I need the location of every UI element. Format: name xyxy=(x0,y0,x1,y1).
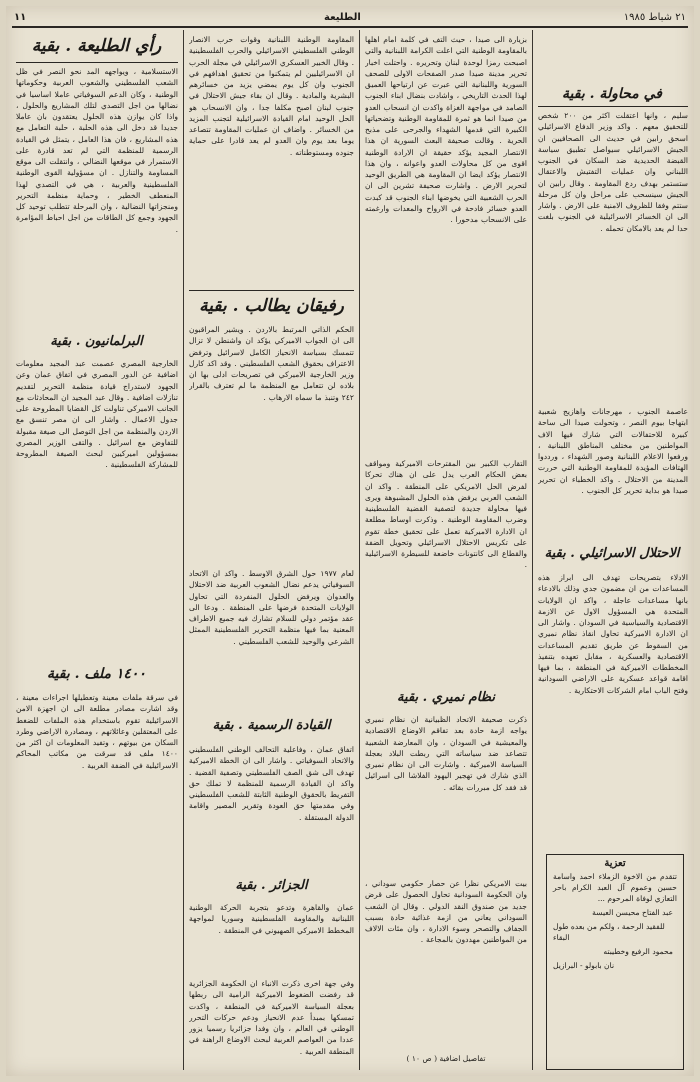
header-rule xyxy=(12,26,688,28)
article-algeria: وفي جهة اخرى ذكرت الانباء ان الحكومة الجزائرية قد رفضت الضغوط الاميركية الرامية الى ربطها بعجلة السياسة الاميركية في المنطقة ، واكدت تمسكها بمبدأ عدم الانحياز ودعم حركات التحرر الوطني في العالم ، وان وفدا جزائريا رسميا يزور عددا من العواصم العربية لبحث الاوضاع الراهنة في المنطقة العربية . xyxy=(189,979,354,1056)
section-rule xyxy=(189,290,354,291)
masthead-bar xyxy=(6,8,694,26)
headline-attempt: في محاولة . بقية xyxy=(562,86,662,102)
article-attempt: سليم ، وانها اعتقلت اكثر من ٢٠٠ شخص للتحقيق معهم . واكد وزير الدفاع الاسرائيلي اسحق رابين في حديث الى الصحافيين ان الجيش الاسرائيلي سيواصل تطبيق سياسة القبضة الحديدية ضد السكان في الجنوب اللبناني وان عمليات التفتيش والاعتقال ستستمر بهدف ردع المقاومة . وقال رابين ان الجيش سينسحب على مراحل وان كل مرحلة ستتم وفقا للظروف الامنية على الارض . واشار الى ان الخسائر الاسرائيلية في الجنوب بلغت حدا لم يعد بالامكان تحمله . xyxy=(538,111,688,233)
headline-liberation: الاحتلال الاسرائيلي . بقية xyxy=(544,546,680,561)
condolence-line: نان بابولو - البرازيل xyxy=(553,961,615,970)
article-proposals: التقارب الكبير بين المقترحات الاميركية ومواقف بعض الحكام العرب يدل على ان هناك تحركا لفرض الحل الامريكي على المنطقة . واكد ان الشعب العربي يرفض هذه الحلول المشبوهة ويرى فيها محاولة جديدة لتصفية القضية الفلسطينية وضرب المقاومة الوطنية . وذكرت اوساط مطلعة ان الادارة الاميركية تعمل على تحقيق خطة تقوم على تكريس الاحتلال الاسرائيلي وتحويل الضفة والقطاع الى كانتونات خاضعة للسيطرة الاسرائيلية . xyxy=(365,459,527,570)
article-egypt: الخارجية المصري عصمت عبد المجيد معلومات اضافية عن الدور المصري في اتفاق عمان وعن الجهود لاستدراج قيادة منظمة التحرير لتقديم تنازلات اضافية . وقال عبد المجيد ان المحادثات مع الجانب الاميركي تناولت كل القضايا المطروحة على جدول الاعمال . واشار الى ان مصر تنسق مع الاردن والمنظمة من اجل التوصل الى صيغة مقبولة للتفاوض مع اسرائيل . والتقى الوزير المصري بمسؤولين اميركيين لبحث الصيغة المطروحة للمشاركة الفلسطينية . xyxy=(16,359,178,470)
condolence-title: تعزية xyxy=(604,858,626,869)
article-sudan: بيت الامريكي نظرا عن حصار حكومي سوداني ، وان الحكومة السودانية تحاول الحصول على قرض جديد من صندوق النقد الدولي . وقال ان الشعب السوداني يعاني من ازمة غذائية حادة بسبب الجفاف والتصحر وسوء الادارة ، وان مئات الالاف من المواطنين مهددون بالمجاعة . xyxy=(365,879,527,945)
article-south: عاصمة الجنوب ، مهرجانات واهازيج شعبية ابتهاجا بيوم النصر ، وتحولت صيدا الى ساحة كبيرة للاحتفالات التي شارك فيها الاف المواطنين من مختلف المناطق اللبنانية ، ورفعوا الاعلام اللبنانية وصور الشهداء ، ورددوا الهتافات المؤيدة للمقاومة الوطنية التي حررت المدينة من الاحتلال . واكد الخطباء ان تحرير صيدا هو بداية تحرير كل الجنوب . xyxy=(538,407,688,495)
newspaper-page xyxy=(6,6,694,1076)
article-soviet: لعام ١٩٧٧ حول الشرق الاوسط . واكد ان الاتحاد السوفياتي يدعم نضال الشعوب العربية ضد الاحتلال والعدوان ويرفض الحلول المنفردة التي تحاول الولايات المتحدة فرضها على المنطقة . ودعا الى عقد مؤتمر دولي للسلام تشارك فيه جميع الاطراف المعنية بما فيها منظمة التحرير الفلسطينية الممثل الشرعي والوحيد للشعب الفلسطيني . xyxy=(189,569,354,646)
article-liberation: الادلاء بتصريحات تهدف الى ابراز هذه المساعدات من ان مضمون جدي وذلك بالادعاء بانها مساعدات عاجلة ، واكد ان الولايات المتحدة هي المسؤول الاول عن الازمة الاقتصادية والسياسية في السودان . واشار الى ان الادارة الاميركية تحاول انقاذ نظام نميري من السقوط عن طريق تقديم المساعدات الاقتصادية والعسكرية ، مقابل تعهده بتنفيذ المخططات الاميركية في المنطقة ، بما فيها اقامة قواعد عسكرية على الاراضي السودانية وفتح الباب امام الشركات الاحتكارية . xyxy=(538,573,688,695)
headline-rule xyxy=(16,62,178,63)
headline-editorial: رأي الطليعة . بقية xyxy=(31,36,162,56)
condolence-body: تتقدم من الاخوة الزملاء احمد واسامة حسين وعموم آل العبد الكرام باحر التعازي لوفاة المرحوم ... xyxy=(553,872,677,903)
masthead-title: الطليعة xyxy=(324,12,361,23)
condolence-box xyxy=(546,854,684,1070)
headline-rule xyxy=(538,106,688,107)
article-south-continued: بزيارة الى صيدا ، حيث التف في كلمة امام اهلها بالمقاومة الوطنية التي اعلت الكرامة اللبنانية والتي اصبحت رمزا لوحدة لبنان وتحريره . واحتلت اخبار تحرير مدينة صيدا صدر الصفحات الاولى للصحف السورية واللبنانية التي عبرت عن ارتياحها العميق لهذا الحدث التاريخي ، واشادت بنضال ابناء الجنوب الصامد في مواجهة الغزاة واكدت ان انسحاب العدو من صيدا انما هو ثمرة للمقاومة الوطنية وتضحياتها الكبيرة التي قدمها الشهداء والجرحى على مذبح الحرية . وقالت صحيفة البعث السورية ان هذا الانتصار المجيد يؤكد حقيقة ان الارادة الوطنية اقوى من كل محاولات العدو واعوانه ، وان هذا الانتصار يؤكد ايضا ان المقاومة هي الطريق الوحيد لتحرير الارض . واشارت صحيفة تشرين الى ان الحرب الشعبية التي يخوضها ابناء الجنوب قد كبدت العدو خسائر فادحة في الارواح والمعدات وارغمته على الانسحاب مدحورا . xyxy=(365,35,527,224)
headline-comrades: رفيقان يطالب . بقية xyxy=(199,296,344,316)
continued-note: تفاصيل اضافية ( ص ١٠ ) xyxy=(406,1054,486,1063)
condolence-signature: عبد الفتاح محيسن العيسة xyxy=(592,908,673,917)
article-nimeiri: ذكرت صحيفة الاتحاد الظبيانية ان نظام نميري يواجه ازمة حادة بعد تفاقم الاوضاع الاقتصادية والمعيشية في السودان ، وان المعارضة الشعبية تتصاعد ضد سياساته التي ربطت البلاد بعجلة السياسة الاميركية . واشارت الى ان نظام نميري الذي شارك في تهجير اليهود الفلاشا الى اسرائيل قد فقد كل مبررات بقائه . xyxy=(365,715,527,792)
issue-date: ٢١ شباط ١٩٨٥ xyxy=(623,12,686,23)
article-algeria-intro: عمان والقاهرة وتدعو بتجربة الحركة الوطنية اللبنانية والمقاومة الفلسطينية وسوريا لمواجهة المخطط الاميركي الصهيوني في المنطقة . xyxy=(189,903,354,935)
page-number: ١١ xyxy=(14,12,27,23)
article-editorial: الاستسلامية ، ويواجهه المد نحو النصر في ظل الشعب الفلسطيني والشعوب العربية وحكوماتها الوطنية ، وكان الدعم السوفياتي عاملا اساسيا في نضالها من اجل التصدي لتلك المشاريع والحلول ، واذا كان يوازن هذه الحلول يعتقدون بان عاملا جديدا قد دخل الى هذه الحلبة ، حلبة التعامل مع هذه المشاريع ، فان هذا العامل ، يتمثل في القيادة الرسمية للمنظمة التي لم تعد قادرة على الاستمرار في موقعها النضالي ، وانتقلت الى موقع المساومة والتنازل . ان مسؤولية القوى الوطنية الفلسطينية والعربية ، هي في التصدي لهذا المنعطف الخطير ، وحماية منظمة التحرير ومنجزاتها النضالية ، وان المرحلة تتطلب توحيد كل الجهود وجمع كل الطاقات من اجل احباط المؤامرة . xyxy=(16,67,178,234)
headline-nimeiri: نظام نميري . بقية xyxy=(397,690,495,705)
article-comrades: الحكم الذاتي المرتبط بالاردن . ويشير المراقبون الى ان الجواب الاميركي يؤكد ان واشنطن لا تزال تتمسك بسياسة الانحياز الكامل لاسرائيل وترفض الاعتراف بحقوق الشعب الفلسطيني . وقد اكد كارل وزير الخارجية الاميركي في تصريحات ادلى بها ان بلاده لن تتعامل مع المنظمة ما لم تعترف بالقرار ٢٤٢ وتنبذ ما سماه الارهاب . xyxy=(189,325,354,402)
article-files: في سرقة ملفات معينة وتعطيلها اجراءات معينة ، وقد اشارت مصادر مطلعة الى ان اجهزة الامن الاسرائيلية تقوم باستخدام هذه الملفات للضغط على المعتقلين وعائلاتهم ، ومصادرة الاراضي وطرد السكان من بيوتهم ، وتفيد المعلومات ان اكثر من ١٤٠٠ ملف قد سرقت من مكاتب المحاكم الاسرائيلية في الضفة الغربية . xyxy=(16,693,178,770)
article-leadership: اتفاق عمان ، وفاعلية التحالف الوطني الفلسطيني والاتحاد السوفياتي . واشار الى ان الخطة الاميركية تهدف الى شق الصف الفلسطيني وتصفية القضية . واكد ان القيادة الرسمية للمنظمة لا تملك حق التفريط بالحقوق الوطنية الثابتة للشعب الفلسطيني وفي مقدمتها حق العودة وتقرير المصير واقامة الدولة المستقلة . xyxy=(189,745,354,822)
headline-files: ١٤٠٠ ملف . بقية xyxy=(47,666,146,682)
headline-algeria: الجزائر . بقية xyxy=(235,878,308,893)
headline-media-leadership: القيادة الرسمية . بقية xyxy=(212,718,331,733)
column-divider xyxy=(183,30,184,1070)
condolence-signature: محمود الرفيع وخطيبته xyxy=(603,947,673,956)
column-divider xyxy=(359,30,360,1070)
headline-tunis: البرلمانيون . بقية xyxy=(50,334,143,349)
condolence-line: للفقيد الرحمة ، ولكم من بعده طول البقاء xyxy=(553,922,665,942)
article-resistance: المقاومة الوطنية اللبنانية وقوات حرب الانصار الوطني الفلسطيني الاسرائيلي والحرب الفلسطينية . وقال الخبير العسكري الاسرائيلي في مجلة الحرب ان الاسرائيليين لم يتمكنوا من تحقيق اهدافهم في الجنوب وان كل يوم يمضي يزيد من خسائرهم البشرية والمادية . وقال ان بقاء جيش الاحتلال في جنوب لبنان اصبح مكلفا جدا ، وان الانسحاب هو الحل الوحيد امام القيادة الاسرائيلية لتجنب المزيد من الخسائر . واضاف ان عمليات المقاومة تتصاعد يوما بعد يوم وان العدو لم يعد قادرا على حماية جنوده ومستوطناته . xyxy=(189,35,354,157)
column-divider xyxy=(532,30,533,1070)
